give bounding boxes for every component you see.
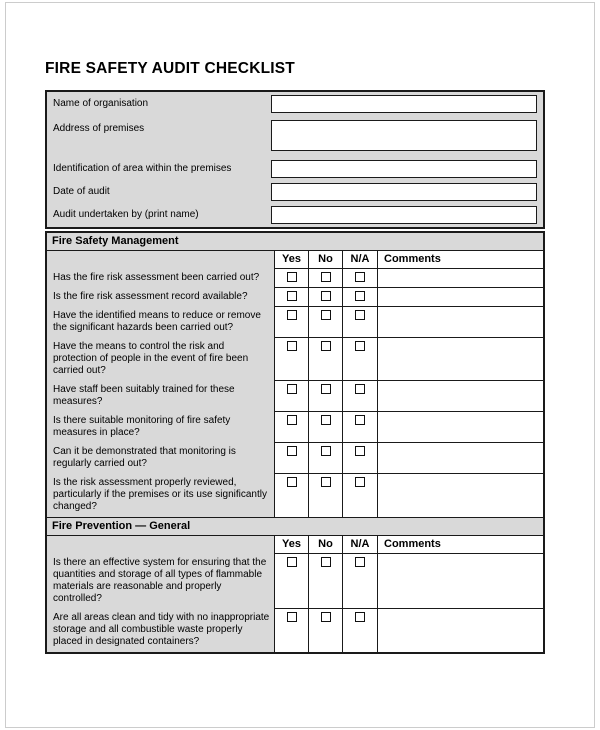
question-text: Has the fire risk assessment been carried out? — [47, 269, 274, 288]
answer-cell-na — [342, 307, 377, 338]
checkbox-na[interactable] — [355, 291, 365, 301]
question-text: Is the risk assessment properly reviewed, particularly if the premises or its use significantly changed? — [47, 474, 274, 517]
name-of-organisation-input[interactable] — [271, 95, 537, 113]
checkbox-no[interactable] — [321, 477, 331, 487]
field-label: Address of premises — [53, 123, 145, 134]
checkbox-no[interactable] — [321, 384, 331, 394]
checkbox-yes[interactable] — [287, 341, 297, 351]
field-label: Date of audit — [53, 186, 110, 197]
form-row-date-of-audit — [47, 180, 543, 203]
checkbox-yes[interactable] — [287, 415, 297, 425]
answer-cell-na — [342, 412, 377, 443]
answer-cell-yes — [274, 338, 308, 381]
identification-of-area-within-the-premises-input[interactable] — [271, 160, 537, 178]
answer-cell-no — [308, 269, 342, 288]
question-text: Are all areas clean and tidy with no inappropriate storage and all combustible waste properly placed in designated containers? — [47, 609, 274, 652]
checklist-row — [47, 381, 543, 412]
comment-cell[interactable] — [377, 338, 543, 381]
answer-cell-no — [308, 554, 342, 609]
checkbox-no[interactable] — [321, 310, 331, 320]
col-header-comments: Comments — [377, 251, 543, 269]
question-text: Is there suitable monitoring of fire safety measures in place? — [47, 412, 274, 443]
answer-cell-no — [308, 474, 342, 517]
section-header-fire-safety-management: Fire Safety Management — [47, 233, 543, 251]
checklist-table — [45, 231, 545, 654]
answer-cell-na — [342, 554, 377, 609]
checkbox-na[interactable] — [355, 310, 365, 320]
column-header-row — [47, 251, 543, 269]
comment-cell[interactable] — [377, 269, 543, 288]
form-row-audit-undertaken-by-print-name — [47, 203, 543, 227]
answer-cell-no — [308, 288, 342, 307]
answer-cell-no — [308, 609, 342, 652]
checkbox-no[interactable] — [321, 557, 331, 567]
answer-cell-yes — [274, 474, 308, 517]
comment-cell[interactable] — [377, 381, 543, 412]
answer-cell-na — [342, 474, 377, 517]
checkbox-na[interactable] — [355, 446, 365, 456]
comment-cell[interactable] — [377, 474, 543, 517]
question-text: Is there an effective system for ensuring that the quantities and storage of all types of flammable materials are reasonable and properly controlled? — [47, 554, 274, 609]
checkbox-na[interactable] — [355, 415, 365, 425]
answer-cell-yes — [274, 609, 308, 652]
answer-cell-no — [308, 307, 342, 338]
comment-cell[interactable] — [377, 609, 543, 652]
address-of-premises-input[interactable] — [271, 120, 537, 151]
answer-cell-yes — [274, 288, 308, 307]
checkbox-yes[interactable] — [287, 612, 297, 622]
checkbox-na[interactable] — [355, 341, 365, 351]
answer-cell-no — [308, 443, 342, 474]
checklist-row — [47, 307, 543, 338]
answer-cell-na — [342, 338, 377, 381]
checkbox-na[interactable] — [355, 477, 365, 487]
date-of-audit-input[interactable] — [271, 183, 537, 201]
checklist-row — [47, 338, 543, 381]
audit-undertaken-by-print-name-input[interactable] — [271, 206, 537, 224]
answer-cell-yes — [274, 554, 308, 609]
comment-cell[interactable] — [377, 554, 543, 609]
checkbox-yes[interactable] — [287, 557, 297, 567]
section-header-fire-prevention-general: Fire Prevention — General — [47, 517, 543, 536]
checklist-row — [47, 269, 543, 288]
checkbox-yes[interactable] — [287, 310, 297, 320]
checkbox-na[interactable] — [355, 557, 365, 567]
checkbox-yes[interactable] — [287, 291, 297, 301]
checkbox-na[interactable] — [355, 612, 365, 622]
checkbox-no[interactable] — [321, 446, 331, 456]
checklist-row — [47, 474, 543, 517]
checkbox-yes[interactable] — [287, 446, 297, 456]
field-label: Audit undertaken by (print name) — [53, 209, 199, 220]
col-header-comments: Comments — [377, 536, 543, 554]
question-text: Have the identified means to reduce or remove the significant hazards been carried out? — [47, 307, 274, 338]
column-header-row — [47, 536, 543, 554]
answer-cell-na — [342, 609, 377, 652]
col-header-no: No — [308, 536, 342, 554]
answer-cell-na — [342, 269, 377, 288]
comment-cell[interactable] — [377, 307, 543, 338]
col-header-no: No — [308, 251, 342, 269]
checklist-row — [47, 412, 543, 443]
col-header-yes: Yes — [274, 536, 308, 554]
question-text: Is the fire risk assessment record available? — [47, 288, 274, 307]
checklist-row — [47, 443, 543, 474]
checkbox-no[interactable] — [321, 291, 331, 301]
answer-cell-yes — [274, 381, 308, 412]
comment-cell[interactable] — [377, 412, 543, 443]
question-column-header — [47, 536, 274, 554]
checkbox-no[interactable] — [321, 612, 331, 622]
col-header-na: N/A — [342, 251, 377, 269]
answer-cell-no — [308, 412, 342, 443]
answer-cell-na — [342, 381, 377, 412]
question-text: Have staff been suitably trained for these measures? — [47, 381, 274, 412]
form-table — [45, 90, 545, 229]
checklist-row — [47, 554, 543, 609]
form-row-address-of-premises — [47, 117, 543, 157]
checkbox-na[interactable] — [355, 384, 365, 394]
answer-cell-yes — [274, 443, 308, 474]
checkbox-no[interactable] — [321, 415, 331, 425]
col-header-yes: Yes — [274, 251, 308, 269]
answer-cell-no — [308, 338, 342, 381]
answer-cell-yes — [274, 307, 308, 338]
checkbox-yes[interactable] — [287, 384, 297, 394]
question-text: Can it be demonstrated that monitoring is regularly carried out? — [47, 443, 274, 474]
field-label: Name of organisation — [53, 98, 149, 109]
answer-cell-na — [342, 443, 377, 474]
col-header-na: N/A — [342, 536, 377, 554]
checklist-row — [47, 288, 543, 307]
checklist-row — [47, 609, 543, 652]
form-row-name-of-organisation — [47, 92, 543, 117]
form-row-identification-of-area-within-the-premises — [47, 157, 543, 180]
question-text: Have the means to control the risk and protection of people in the event of fire been carried out? — [47, 338, 274, 381]
checkbox-yes[interactable] — [287, 477, 297, 487]
answer-cell-no — [308, 381, 342, 412]
comment-cell[interactable] — [377, 288, 543, 307]
comment-cell[interactable] — [377, 443, 543, 474]
checkbox-no[interactable] — [321, 341, 331, 351]
checkbox-yes[interactable] — [287, 272, 297, 282]
checkbox-na[interactable] — [355, 272, 365, 282]
answer-cell-yes — [274, 412, 308, 443]
checkbox-no[interactable] — [321, 272, 331, 282]
answer-cell-yes — [274, 269, 308, 288]
question-column-header — [47, 251, 274, 269]
page-title: FIRE SAFETY AUDIT CHECKLIST — [45, 60, 295, 77]
answer-cell-na — [342, 288, 377, 307]
field-label: Identification of area within the premises — [53, 163, 232, 174]
